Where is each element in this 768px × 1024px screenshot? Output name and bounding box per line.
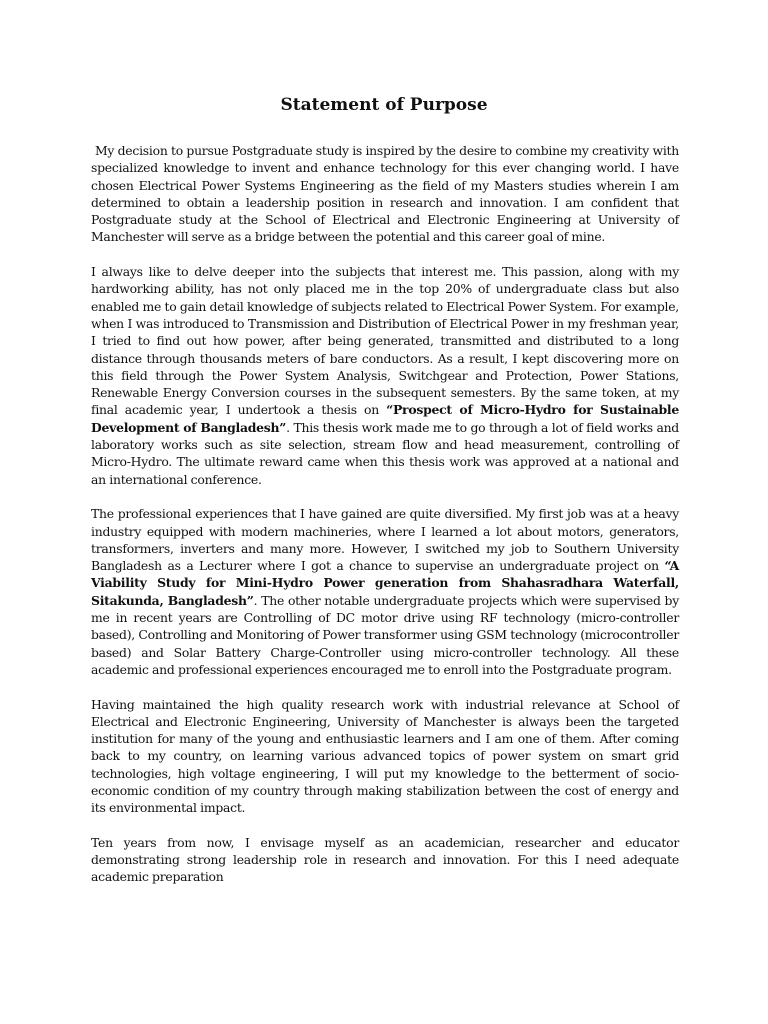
paragraph-2-text-b: . This thesis work made me to go through a lot of field works and laboratory works such as site selection, stream flow and head measurement, controlling of Micro-Hydro. The ultimate reward came when this thesis work was approved at a national and an international conference. xyxy=(91,419,679,487)
paragraph-3-text-b: . The other notable undergraduate projects which were supervised by me in recent years are Controlling of DC motor drive using RF technology (micro-controller based), Controlling and Monitoring of Power transformer using GSM technology (microcontroller based) and Solar Battery Charge-Controller using micro-controller technology. All these academic and professional experiences encouraged me to enroll into the Postgraduate program. xyxy=(91,592,679,677)
project-title: “A Viability Study for Mini-Hydro Power generation from Shahasradhara Waterfall, Sitakunda, Bangladesh” xyxy=(91,558,679,608)
paragraph-5: Ten years from now, I envisage myself as an academician, researcher and educator demonstrating strong leadership role in research and innovation. For this I need adequate academic preparation xyxy=(91,834,679,885)
paragraph-3-text-a: The professional experiences that I have gained are quite diversified. My first job was at a heavy industry equipped with modern machineries, where I learned a lot about motors, generators, transformers, inverters and many more. However, I switched my job to Southern University Bangladesh as a Lecturer where I got a chance to supervise an undergraduate project on xyxy=(91,506,679,574)
document-body xyxy=(91,142,679,903)
paragraph-2-text-a: I always like to delve deeper into the subjects that interest me. This passion, along with my hardworking ability, has not only placed me in the top 20% of undergraduate class but also enabled me to gain detail knowledge of subjects related to Electrical Power System. For example, when I was introduced to Transmission and Distribution of Electrical Power in my freshman year, I tried to find out how power, after being generated, transmitted and distributed to a long distance through thousands meters of bare conductors. As a result, I kept discovering more on this field through the Power System Analysis, Switchgear and Protection, Power Stations, Renewable Energy Conversion courses in the subsequent semesters. By the same token, at my final academic year, I undertook a thesis on xyxy=(91,264,679,418)
paragraph-1: My decision to pursue Postgraduate study is inspired by the desire to combine my creativity with specialized knowledge to invent and enhance technology for this ever changing world. I have chosen Electrical Power Systems Engineering as the field of my Masters studies wherein I am determined to obtain a leadership position in research and innovation. I am confident that Postgraduate study at the School of Electrical and Electronic Engineering at University of Manchester will serve as a bridge between the potential and this career goal of mine. xyxy=(91,143,679,245)
paragraph-4: Having maintained the high quality research work with industrial relevance at School of Electrical and Electronic Engineering, University of Manchester is always been the targeted institution for many of the young and enthusiastic learners and I am one of them. After coming back to my country, on learning various advanced topics of power system on smart grid technologies, high voltage engineering, I will put my knowledge to the betterment of socio-economic condition of my country through making stabilization between the cost of energy and its environmental impact. xyxy=(91,696,679,816)
paragraph-2 xyxy=(91,263,679,488)
paragraph-3 xyxy=(91,505,679,678)
document-title: Statement of Purpose xyxy=(280,95,488,115)
thesis-title: “Prospect of Micro-Hydro for Sustainable Development of Bangladesh” xyxy=(91,402,679,435)
